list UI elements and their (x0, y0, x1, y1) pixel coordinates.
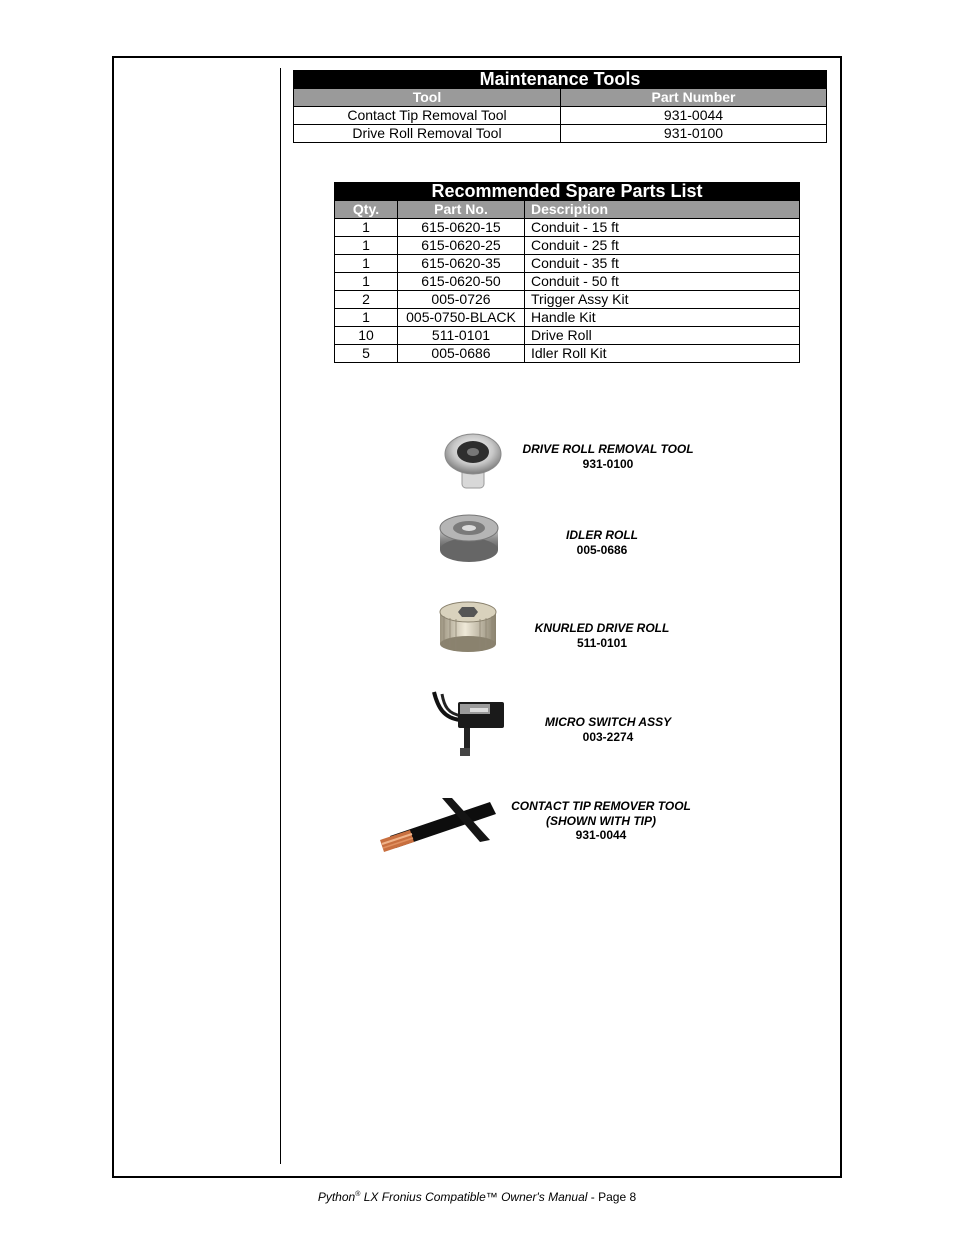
description-cell: Trigger Assy Kit (525, 291, 800, 309)
column-header-qty: Qty. (335, 201, 398, 219)
part-number-cell: 931-0100 (561, 125, 827, 143)
description-cell: Idler Roll Kit (525, 345, 800, 363)
table-row (335, 345, 800, 363)
knurled-drive-roll-image (436, 596, 500, 654)
part-caption (502, 621, 702, 650)
qty-cell: 1 (335, 273, 398, 291)
table-row (335, 327, 800, 345)
qty-cell: 1 (335, 219, 398, 237)
part-no-cell: 615-0620-15 (398, 219, 525, 237)
table-row (335, 309, 800, 327)
part-name: IDLER ROLL (566, 528, 638, 542)
contact-tip-remover-tool-image (380, 796, 498, 856)
footer-product: Python (317, 1190, 356, 1204)
description-cell: Conduit - 25 ft (525, 237, 800, 255)
footer-manual-title: LX Fronius Compatible™ Owner's Manual (360, 1190, 588, 1204)
footer-page-number: - Page 8 (587, 1190, 637, 1204)
part-name: KNURLED DRIVE ROLL (534, 621, 670, 635)
qty-cell: 10 (335, 327, 398, 345)
qty-cell: 2 (335, 291, 398, 309)
table-row (335, 273, 800, 291)
margin-rule (280, 68, 281, 1164)
part-number: 511-0101 (576, 635, 628, 650)
registered-mark: ® (355, 1191, 361, 1198)
part-number: 931-0044 (575, 828, 627, 842)
table-row (294, 107, 827, 125)
description-cell: Handle Kit (525, 309, 800, 327)
drive-roll-removal-tool-image (440, 428, 510, 492)
part-number: 931-0100 (582, 456, 634, 471)
part-number: 005-0686 (576, 542, 628, 557)
table-title: Maintenance Tools (294, 71, 827, 89)
tool-cell: Contact Tip Removal Tool (294, 107, 561, 125)
part-caption (508, 715, 708, 744)
qty-cell: 5 (335, 345, 398, 363)
description-cell: Conduit - 35 ft (525, 255, 800, 273)
part-no-cell: 615-0620-50 (398, 273, 525, 291)
table-row (294, 125, 827, 143)
column-header-description: Description (525, 201, 800, 219)
micro-switch-assy-image (430, 688, 510, 760)
qty-cell: 1 (335, 237, 398, 255)
description-cell: Conduit - 50 ft (525, 273, 800, 291)
spare-parts-table (334, 182, 800, 363)
tool-cell: Drive Roll Removal Tool (294, 125, 561, 143)
part-no-cell: 511-0101 (398, 327, 525, 345)
part-no-cell: 005-0726 (398, 291, 525, 309)
part-no-cell: 615-0620-35 (398, 255, 525, 273)
part-name: DRIVE ROLL REMOVAL TOOL (522, 442, 694, 456)
description-cell: Drive Roll (525, 327, 800, 345)
part-no-cell: 005-0750-BLACK (398, 309, 525, 327)
qty-cell: 1 (335, 255, 398, 273)
column-header-part-number: Part Number (561, 89, 827, 107)
description-cell: Conduit - 15 ft (525, 219, 800, 237)
part-caption (502, 528, 702, 557)
idler-roll-image (436, 510, 502, 566)
part-name: MICRO SWITCH ASSY (544, 715, 672, 729)
table-row (335, 255, 800, 273)
page-footer (0, 1190, 954, 1204)
column-header-tool: Tool (294, 89, 561, 107)
part-name: CONTACT TIP REMOVER TOOL (511, 799, 691, 813)
part-caption (500, 799, 702, 843)
part-name-note: (SHOWN WITH TIP) (546, 813, 656, 828)
column-header-part-no: Part No. (398, 201, 525, 219)
part-no-cell: 005-0686 (398, 345, 525, 363)
part-caption (508, 442, 708, 471)
part-number-cell: 931-0044 (561, 107, 827, 125)
table-row (335, 237, 800, 255)
part-number: 003-2274 (582, 729, 634, 744)
part-no-cell: 615-0620-25 (398, 237, 525, 255)
table-row (335, 291, 800, 309)
table-title: Recommended Spare Parts List (335, 183, 800, 201)
table-row (335, 219, 800, 237)
qty-cell: 1 (335, 309, 398, 327)
maintenance-tools-table (293, 70, 827, 143)
